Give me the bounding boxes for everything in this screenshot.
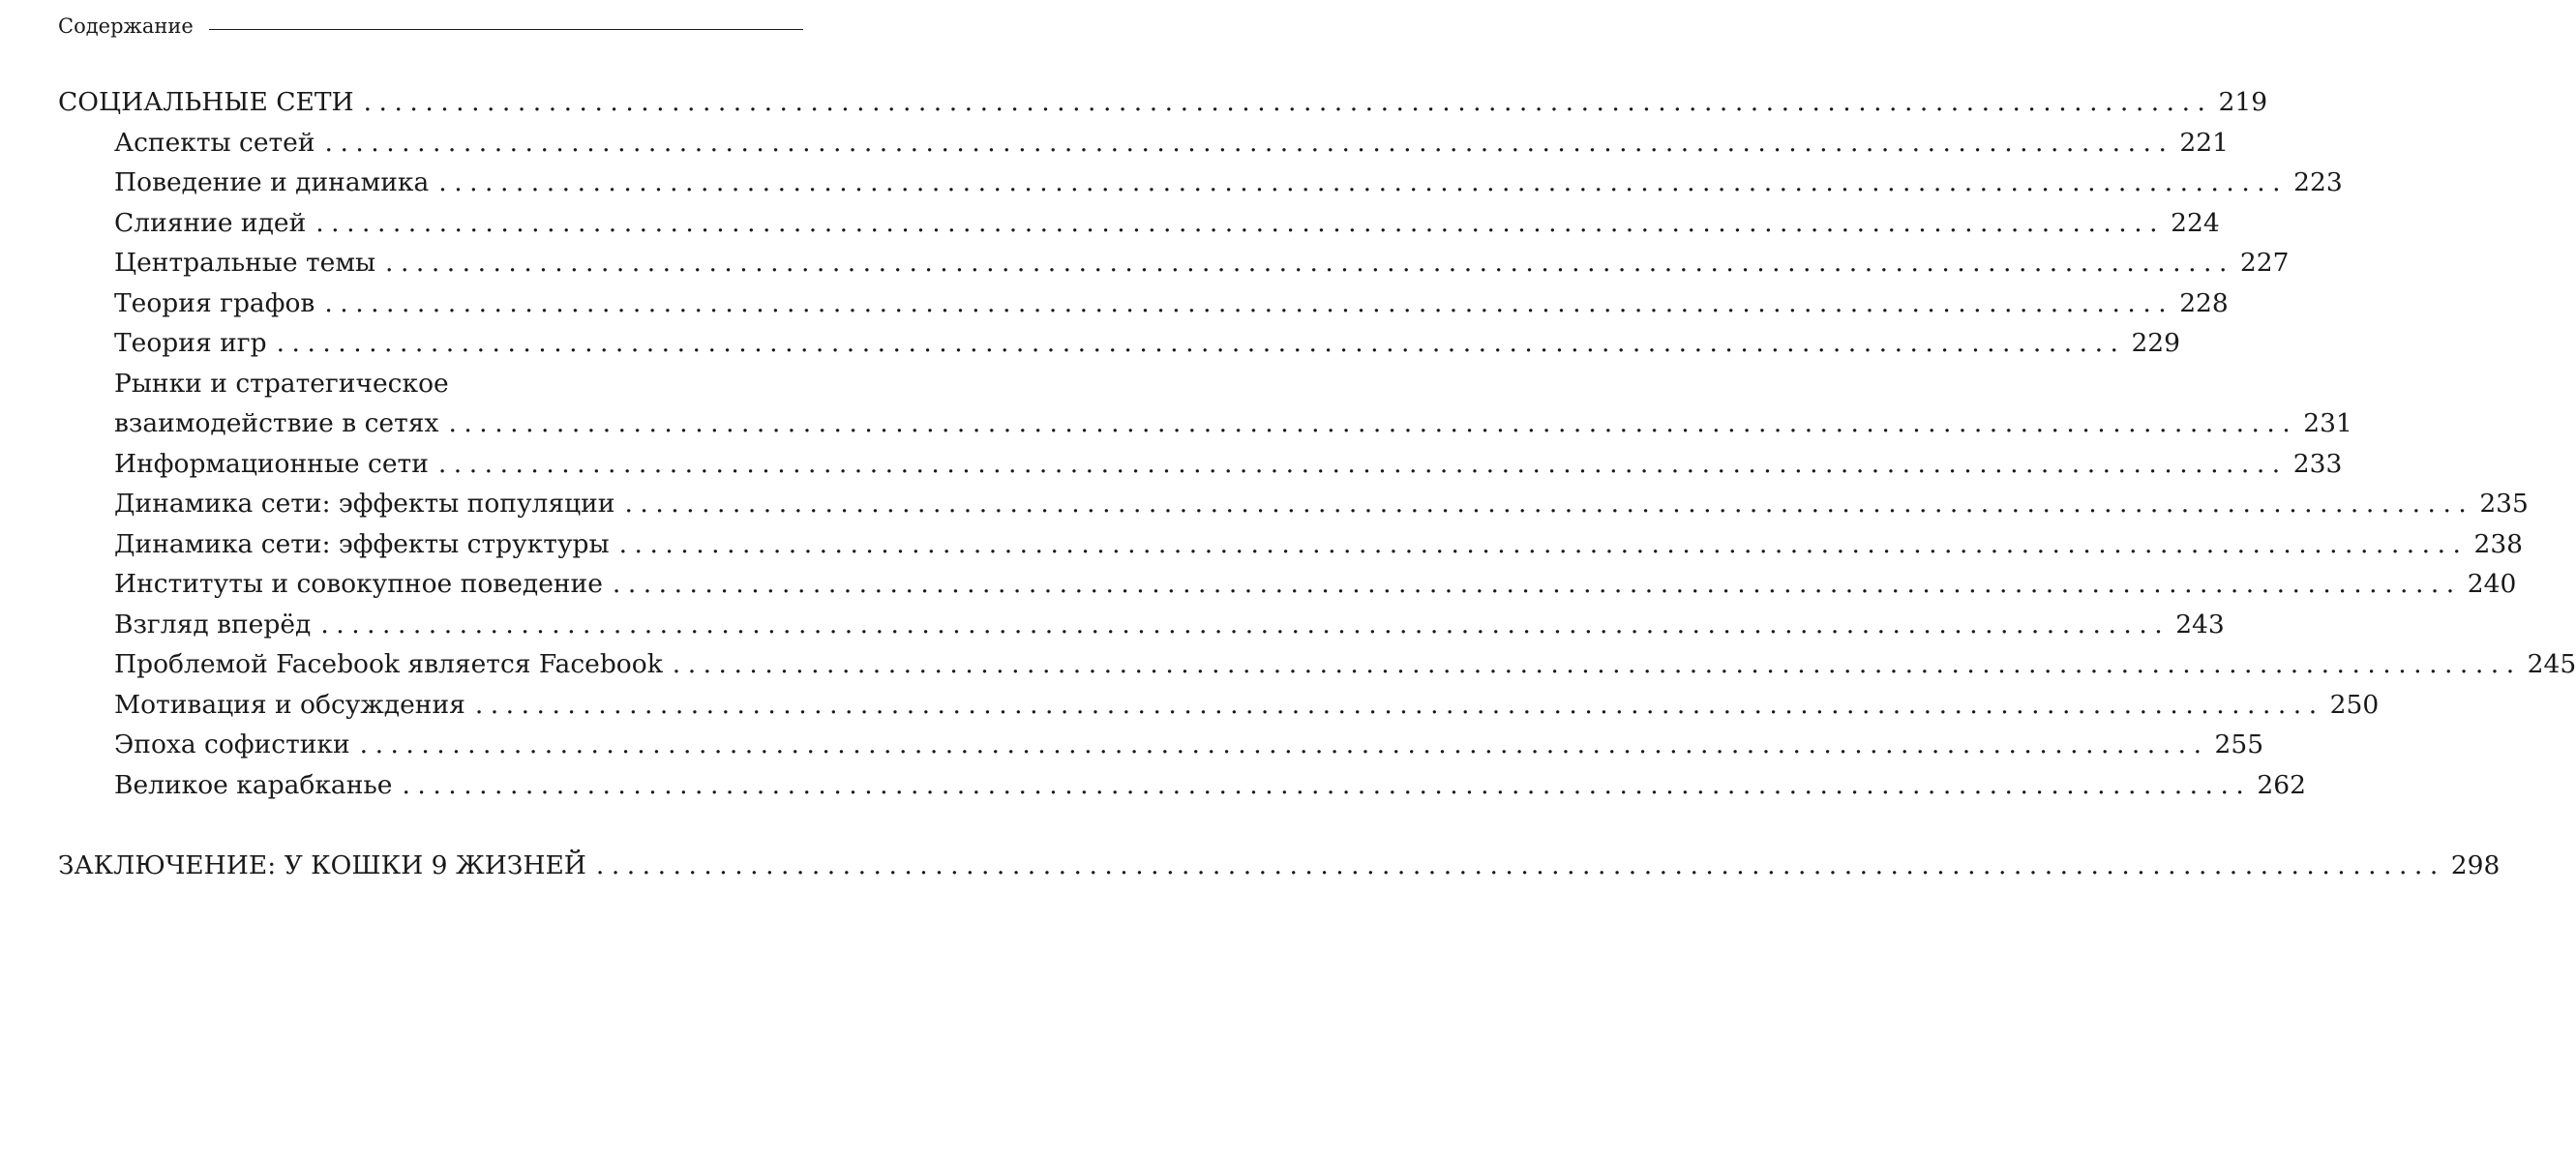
dot-leader: ........................................................................................................................ — [595, 849, 2445, 880]
dot-leader: ........................................................................................................................ — [448, 408, 2298, 438]
toc-entry-title: Взгляд вперёд — [114, 609, 312, 640]
toc-entry[interactable] — [58, 364, 2352, 444]
toc-entry-chapter[interactable] — [58, 82, 2268, 123]
header-rule — [209, 29, 803, 30]
toc-entry-page: 221 — [2179, 127, 2229, 158]
dot-leader: ........................................................................................................................ — [385, 248, 2234, 278]
toc-entry-title: Динамика сети: эффекты популяции — [114, 489, 615, 519]
toc-entry-title: Эпоха софистики — [114, 729, 350, 759]
toc-entry-title: Теория графов — [114, 287, 315, 318]
toc-entry-title: Динамика сети: эффекты структуры — [114, 528, 610, 559]
dot-leader: ........................................................................................................................ — [324, 127, 2174, 158]
toc-entry[interactable] — [58, 725, 2264, 765]
toc-entry[interactable] — [58, 484, 2529, 524]
toc-entry-page: 243 — [2175, 609, 2225, 640]
toc-entry-page: 240 — [2467, 569, 2517, 599]
dot-leader: ........................................................................................................................ — [315, 207, 2166, 238]
toc-entry-page: 231 — [2303, 408, 2352, 438]
toc-entry-page: 298 — [2450, 849, 2501, 880]
toc-entry[interactable] — [58, 765, 2306, 806]
dot-leader: ........................................................................................................................ — [624, 489, 2474, 519]
toc-entry-title: Теория игр — [114, 328, 267, 358]
toc-entry-page: 223 — [2293, 167, 2343, 197]
toc-entry-title: Мотивация и обсуждения — [114, 689, 465, 720]
toc-entry[interactable] — [58, 323, 2181, 364]
toc-entry[interactable] — [58, 163, 2343, 203]
dot-leader: ........................................................................................................................ — [438, 167, 2289, 197]
toc-entry-page: 235 — [2479, 489, 2529, 519]
dot-leader: ........................................................................................................................ — [612, 569, 2462, 599]
dot-leader: ........................................................................................................................ — [437, 448, 2288, 479]
toc-entry[interactable] — [58, 283, 2229, 324]
dot-leader: ........................................................................................................................ — [359, 729, 2209, 759]
toc-entry-page: 238 — [2473, 528, 2524, 559]
toc-entry-page: 227 — [2239, 248, 2290, 278]
toc-entry-page: 250 — [2329, 689, 2380, 720]
toc-entry[interactable] — [58, 203, 2220, 244]
toc-entry-page: 229 — [2131, 328, 2181, 358]
dot-leader: ........................................................................................................................ — [363, 87, 2213, 117]
toc-entry-title: Проблемой Facebook является Facebook — [114, 649, 663, 679]
toc-entry[interactable] — [58, 444, 2343, 485]
toc-entry-page: 228 — [2179, 287, 2229, 318]
dot-leader: ........................................................................................................................ — [618, 528, 2469, 559]
dot-leader: ........................................................................................................................ — [672, 649, 2522, 679]
toc-entry-chapter[interactable] — [58, 846, 2501, 886]
running-header — [58, 12, 803, 41]
toc-entry[interactable] — [58, 685, 2380, 726]
toc-entry-title-line2: взаимодействие в сетях — [114, 408, 439, 438]
toc-entry[interactable] — [58, 524, 2524, 565]
toc-entry-title: Институты и совокупное поведение — [114, 569, 603, 599]
toc-entry-title: Поведение и динамика — [114, 167, 430, 197]
dot-leader: ........................................................................................................................ — [474, 689, 2324, 720]
toc-entry-title: Слияние идей — [114, 207, 307, 238]
toc-entry-title: СОЦИАЛЬНЫЕ СЕТИ — [58, 87, 354, 117]
toc-entry-title: Великое карабканье — [114, 769, 393, 800]
dot-leader: ........................................................................................................................ — [402, 769, 2252, 800]
dot-leader: ........................................................................................................................ — [324, 287, 2174, 318]
toc-entry[interactable] — [58, 605, 2225, 645]
toc-entry-title: Информационные сети — [114, 448, 429, 479]
toc-entry-page: 219 — [2218, 87, 2268, 117]
toc-entry-title: Аспекты сетей — [114, 127, 315, 158]
toc-entry-page: 224 — [2171, 207, 2220, 238]
running-title: Содержание — [58, 15, 194, 38]
toc-entry-page: 245 — [2527, 649, 2576, 679]
toc-entry-title: Центральные темы — [114, 248, 376, 278]
toc-entry[interactable] — [58, 243, 2290, 283]
toc-entry-title-line1: Рынки и стратегическое — [114, 368, 449, 399]
toc-entry-page: 233 — [2292, 448, 2343, 479]
toc-entry-page: 262 — [2257, 769, 2306, 800]
toc-entry[interactable] — [58, 123, 2229, 164]
toc-entry[interactable] — [58, 644, 2576, 685]
dot-leader: ........................................................................................................................ — [320, 609, 2171, 640]
dot-leader: ........................................................................................................................ — [276, 328, 2126, 358]
toc-entry-title: ЗАКЛЮЧЕНИЕ: У КОШКИ 9 ЖИЗНЕЙ — [58, 849, 586, 880]
toc-entry[interactable] — [58, 564, 2517, 605]
table-of-contents — [58, 82, 2576, 885]
toc-entry-page: 255 — [2214, 729, 2264, 759]
